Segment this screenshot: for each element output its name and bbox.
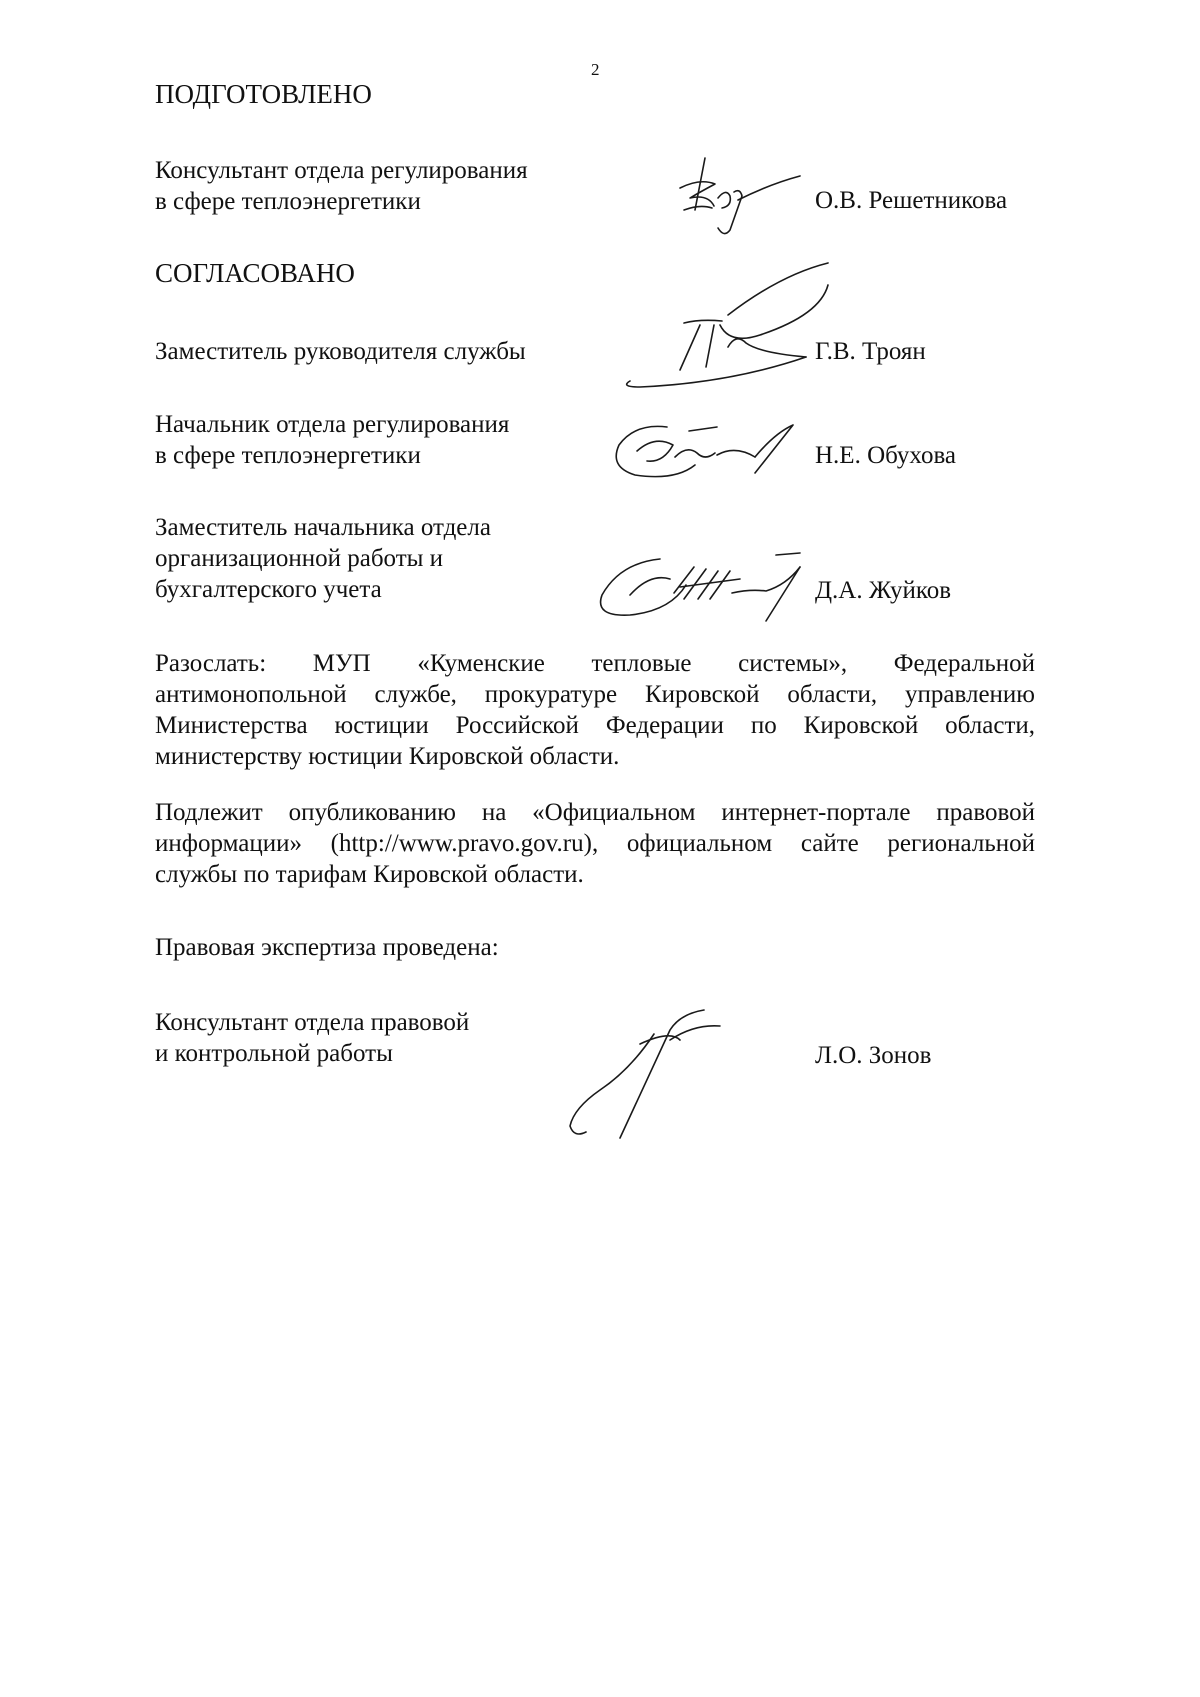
publication-line: Подлежит опубликованию на «Официальном интернет-портале правовой [155, 799, 1035, 826]
signer-name: Д.А. Жуйков [815, 577, 952, 604]
publication-paragraph [155, 797, 1035, 890]
prepared-heading: ПОДГОТОВЛЕНО [155, 79, 372, 109]
legal-review-position-line: и контрольной работы [155, 1040, 393, 1067]
distribution-line: министерству юстиции Кировской области. [155, 743, 620, 770]
prepared-position-line: в сфере теплоэнергетики [155, 188, 421, 215]
legal-review-heading: Правовая экспертиза проведена: [155, 934, 499, 961]
publication-line: информации» (http://www.pravo.gov.ru), официальном сайте региональной [155, 830, 1035, 857]
publication-line: службы по тарифам Кировской области. [155, 861, 584, 888]
prepared-name: О.В. Решетникова [815, 187, 1008, 214]
signer-position-line: Заместитель руководителя службы [155, 338, 526, 365]
signature-obukhova [605, 405, 805, 485]
signer-position-line: Заместитель начальника отдела [155, 514, 491, 541]
signer-name: Н.Е. Обухова [815, 442, 957, 469]
legal-review-name: Л.О. Зонов [815, 1042, 932, 1069]
agreed-heading: СОГЛАСОВАНО [155, 258, 355, 288]
signer-position-line: организационной работы и [155, 545, 444, 572]
signer-name: Г.В. Троян [815, 338, 926, 365]
prepared-position [155, 155, 528, 217]
signer-position [155, 336, 526, 367]
distribution-paragraph [155, 648, 1035, 772]
legal-review-position-line: Консультант отдела правовой [155, 1009, 470, 1036]
distribution-line: антимонопольной службе, прокуратуре Кировской области, управлению [155, 681, 1035, 708]
signature-zonov [560, 1000, 740, 1145]
page-number: 2 [591, 60, 600, 79]
distribution-line: Министерства юстиции Российской Федерации по Кировской области, [155, 712, 1035, 739]
signer-position [155, 409, 509, 471]
signer-position-line: в сфере теплоэнергетики [155, 442, 421, 469]
legal-review-position [155, 1007, 469, 1069]
signer-position-line: бухгалтерского учета [155, 576, 382, 603]
signer-position [155, 512, 491, 605]
signature-troyan [610, 255, 840, 400]
signature-reshetnikova [660, 148, 810, 243]
prepared-position-line: Консультант отдела регулирования [155, 157, 528, 184]
signer-position-line: Начальник отдела регулирования [155, 411, 510, 438]
signature-zhuikov [590, 545, 820, 630]
distribution-line: Разослать: МУП «Куменские тепловые системы», Федеральной [155, 650, 1035, 677]
